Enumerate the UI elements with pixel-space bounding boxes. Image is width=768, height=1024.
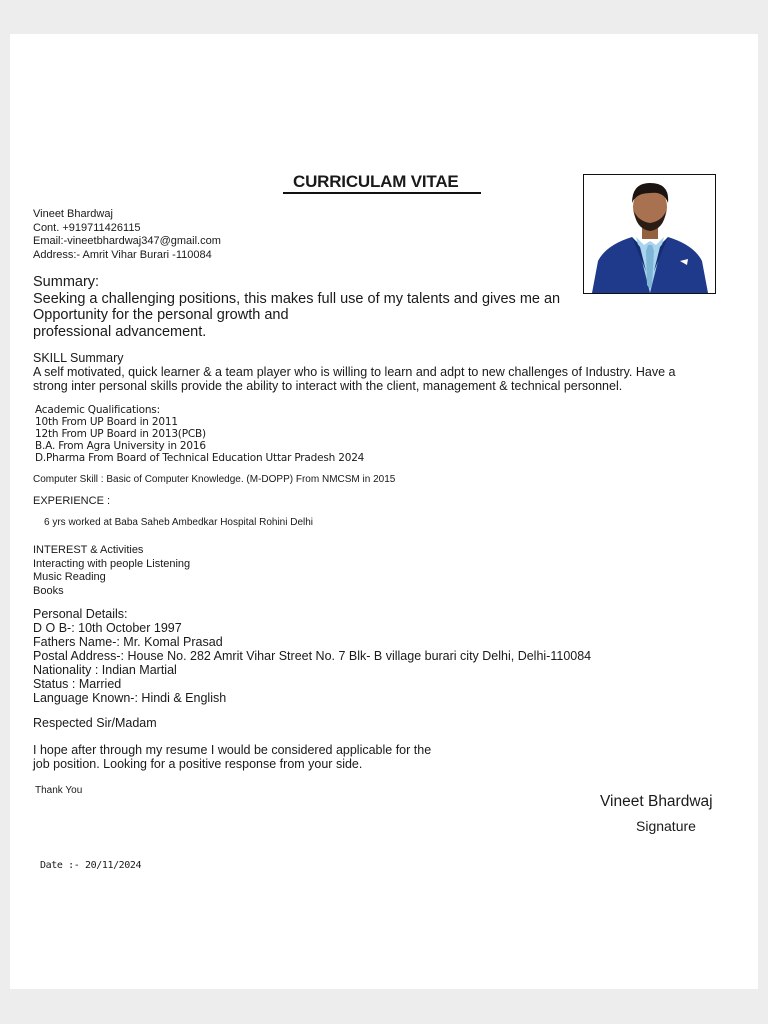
experience-line: 6 yrs worked at Baba Saheb Ambedkar Hospital Rohini Delhi [44,517,314,528]
signature-name: Vineet Bhardwaj [600,793,713,810]
academic-line: 12th From UP Board in 2013(PCB) [35,428,206,440]
contact-name: Vineet Bhardwaj [33,208,113,220]
interest-item: Interacting with people Listening [33,557,191,570]
personal-line: Fathers Name-: Mr. Komal Prasad [33,635,223,649]
contact-email: Email:-vineetbhardwaj347@gmail.com [33,235,221,247]
personal-line: Status : Married [33,677,122,691]
interests-section [33,544,190,598]
profile-photo [583,174,716,294]
summary-heading: Summary: [33,274,100,290]
closing-line: I hope after through my resume I would be considered applicable for the [33,743,432,757]
academic-line: 10th From UP Board in 2011 [35,416,178,428]
skill-summary-section [33,351,675,393]
academic-section [35,404,364,464]
summary-line: professional advancement. [33,323,207,340]
salutation: Respected Sir/Madam [33,716,157,730]
summary-section [33,274,560,340]
personal-line: Nationality : Indian Martial [33,663,177,677]
academic-line: D.Pharma From Board of Technical Education Uttar Pradesh 2024 [35,452,365,464]
personal-line: Language Known-: Hindi & English [33,691,227,705]
thank-you: Thank You [35,785,83,796]
interests-heading: INTEREST & Activities [33,544,144,556]
closing-line: job position. Looking for a positive response from your side. [33,757,363,771]
personal-details-section [33,607,591,705]
personal-line: Postal Address-: House No. 282 Amrit Vihar Street No. 7 Blk- B village burari city Delhi, Delhi-110084 [33,649,592,663]
personal-line: D O B-: 10th October 1997 [33,621,182,635]
date: Date :- 20/11/2024 [40,860,142,871]
contact-address: Address:- Amrit Vihar Burari -110084 [33,248,212,261]
computer-skill: Computer Skill : Basic of Computer Knowledge. (M-DOPP) From NMCSM in 2015 [33,474,396,485]
contact-block [33,208,221,262]
closing-paragraph [33,743,431,771]
summary-line: Opportunity for the personal growth and [33,307,289,323]
interest-item: Books [33,584,64,597]
summary-line: Seeking a challenging positions, this makes full use of my talents and gives me an [33,290,561,307]
experience-heading: EXPERIENCE : [33,495,111,507]
signature-label: Signature [636,818,696,834]
resume-page [10,34,758,989]
document-title: CURRICULAM VITAE [293,172,459,191]
academic-line: B.A. From Agra University in 2016 [35,440,206,452]
skill-summary-line: A self motivated, quick learner & a team player who is willing to learn and adpt to new challenges of Industry. Have a [33,365,676,379]
skill-summary-heading: SKILL Summary [33,351,124,365]
title-underline [283,192,481,194]
contact-phone: Cont. +919711426115 [33,221,141,234]
skill-summary-line: strong inter personal skills provide the ability to interact with the client, management & technical personnel. [33,379,623,393]
academic-heading: Academic Qualifications: [35,404,160,416]
personal-heading: Personal Details: [33,607,128,621]
interest-item: Music Reading [33,571,106,583]
person-photo-icon [584,175,715,293]
